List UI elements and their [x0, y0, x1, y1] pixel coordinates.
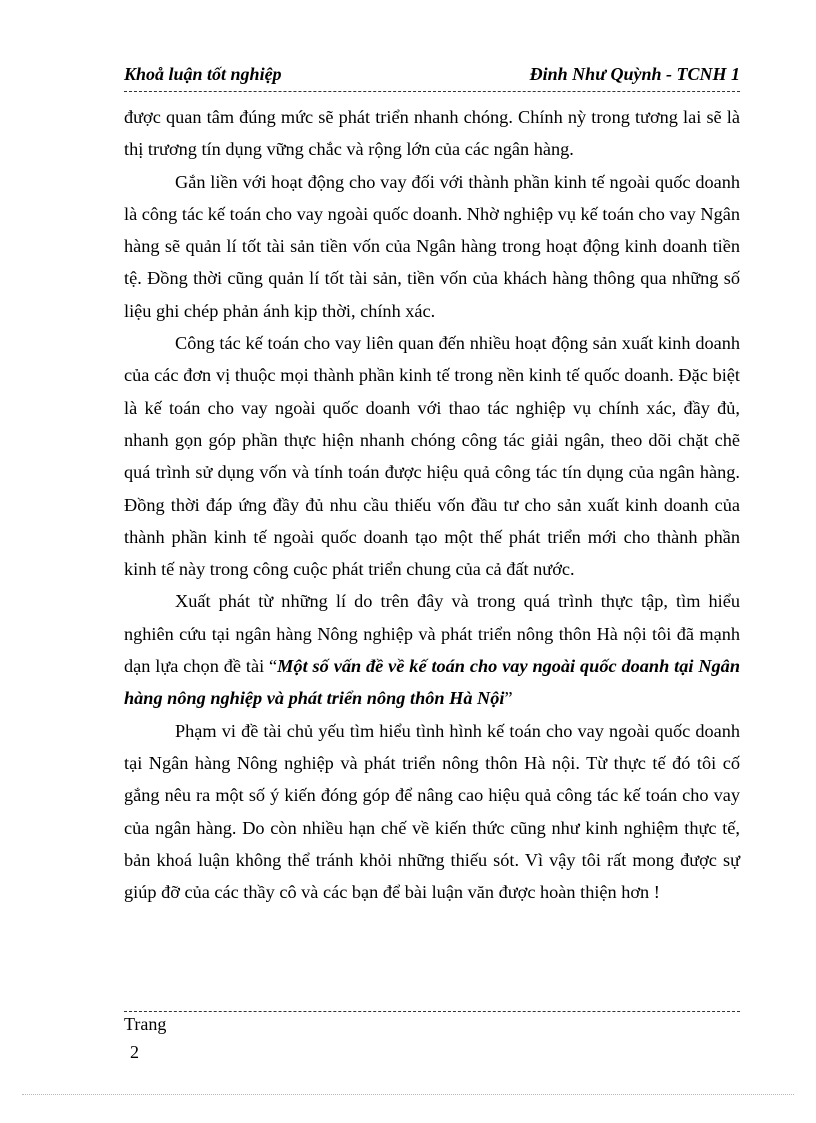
- page-bottom-border: [22, 1094, 794, 1095]
- paragraph-2: Gắn liền với hoạt động cho vay đối với thành phần kinh tế ngoài quốc doanh là công tác kế toán cho vay ngoài quốc doanh. Nhờ nghiệp vụ kế toán cho vay Ngân hàng sẽ quản lí tốt tài sản tiền vốn của Ngân hàng trong hoạt động kinh doanh tiền tệ. Đồng thời cũng quản lí tốt tài sản, tiền vốn của khách hàng thông qua những số liệu ghi chép phản ánh kịp thời, chính xác.: [124, 171, 740, 321]
- footer-page-label: Trang: [124, 1014, 167, 1034]
- paragraph-4-closing-quote: ”: [504, 688, 513, 709]
- footer-divider: [124, 1011, 740, 1012]
- header-divider: [124, 91, 740, 92]
- paragraph-1: được quan tâm đúng mức sẽ phát triển nhanh chóng. Chính nỳ trong tương lai sẽ là thị trương tín dụng vững chắc và rộng lớn của các ngân hàng.: [124, 107, 740, 160]
- paragraph-5: Phạm vi đề tài chủ yếu tìm hiểu tình hình kế toán cho vay ngoài quốc doanh tại Ngân hàng Nông nghiệp và phát triển nông thôn Hà nội. Từ thực tế đó tôi cố gắng nêu ra một số ý kiến đóng góp để nâng cao hiệu quả công tác kế toán cho vay của ngân hàng. Do còn nhiều hạn chế về kiến thức cũng như kinh nghiệm thực tế, bản khoá luận không thể tránh khỏi những thiếu sót. Vì vậy tôi rất mong được sự giúp đỡ của các thầy cô và các bạn để bài luận văn được hoàn thiện hơn !: [124, 720, 740, 903]
- header-author: Đinh Như Quỳnh - TCNH 1: [529, 64, 740, 84]
- page-header: [124, 64, 740, 90]
- thesis-title: Một số vấn đề về kế toán cho vay ngoài quốc doanh tại Ngân hàng nông nghiệp và phát triển nông thôn Hà Nội: [124, 656, 740, 709]
- header-thesis-label: Khoå luận tốt nghiệp: [124, 64, 282, 84]
- paragraph-4: [124, 585, 740, 714]
- paragraph-3: Công tác kế toán cho vay liên quan đến nhiều hoạt động sản xuất kinh doanh của các đơn vị thuộc mọi thành phần kinh tế trong nền kinh tế quốc doanh. Đặc biệt là kế toán cho vay ngoài quốc doanh với thao tác nghiệp vụ chính xác, đầy đủ, nhanh gọn góp phần thực hiện nhanh chóng công tác giải ngân, theo dõi chặt chẽ quá trình sử dụng vốn và tính toán được hiệu quả công tác tín dụng của ngân hàng. Đồng thời đáp ứng đầy đủ nhu cầu thiếu vốn đầu tư cho sản xuất kinh doanh của thành phần kinh tế ngoài quốc doanh tạo một thế phát triển mới cho thành phần kinh tế này trong công cuộc phát triển chung của cả đất nước.: [124, 333, 740, 580]
- page-body: [124, 101, 740, 908]
- footer-page-number: 2: [130, 1042, 139, 1062]
- paragraph-4-text: Xuất phát từ những lí do trên đây và trong quá trình thực tập, tìm hiểu nghiên cứu tại ngân hàng Nông nghiệp và phát triển nông thôn Hà nội tôi đã mạnh dạn lựa chọn đề tài “: [124, 591, 740, 677]
